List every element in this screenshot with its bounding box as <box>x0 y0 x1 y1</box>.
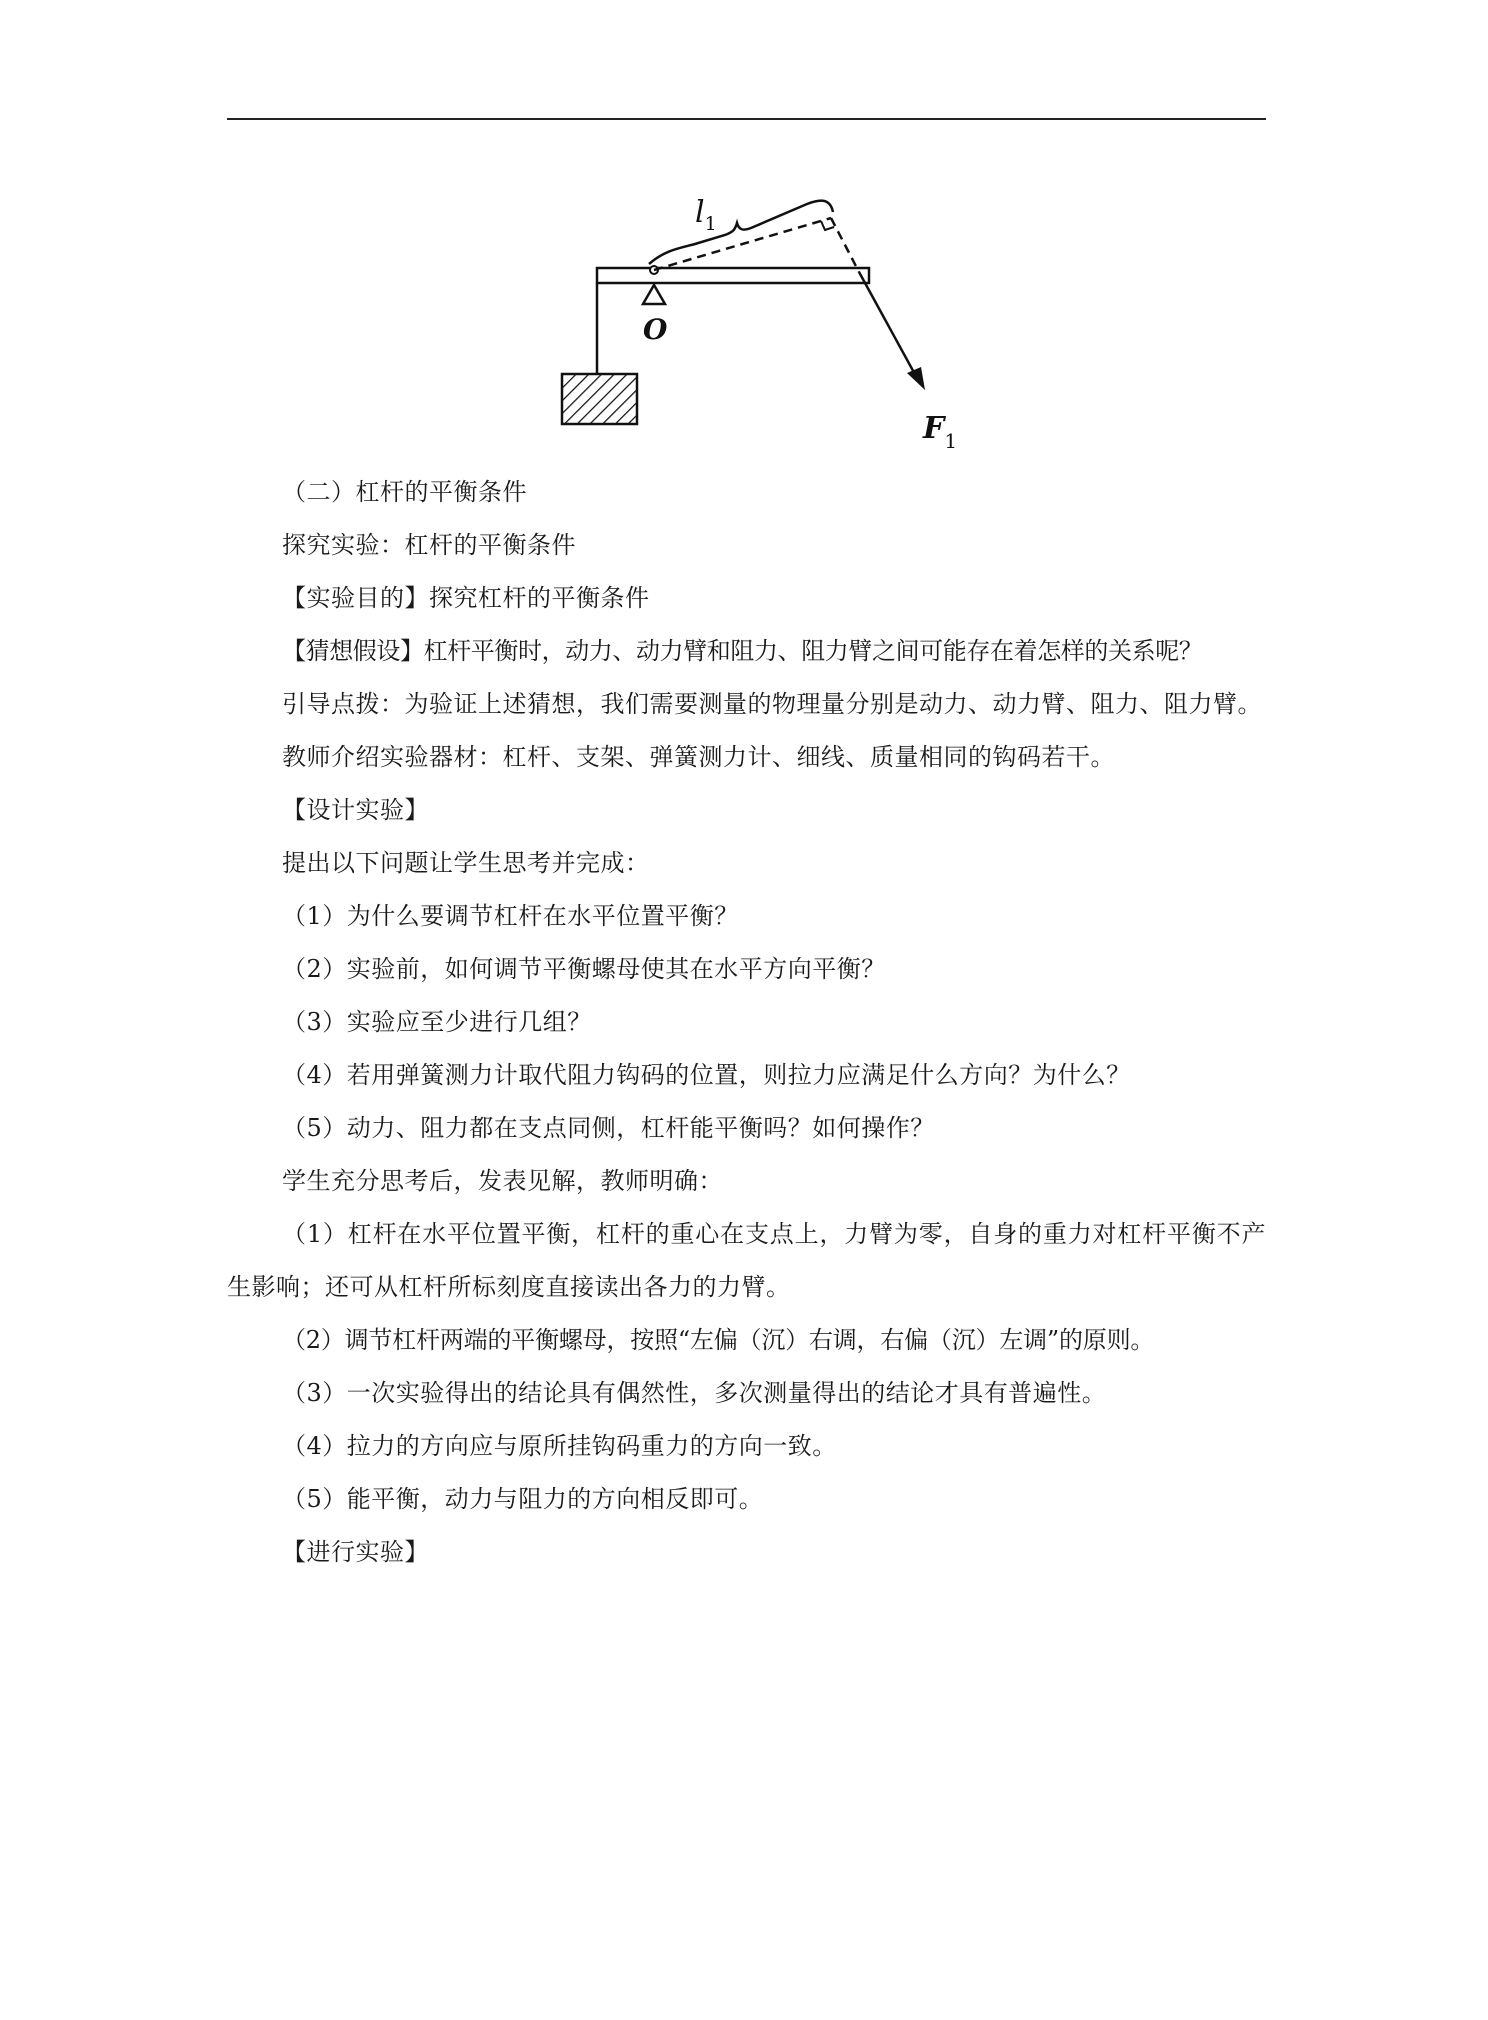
l1-label: $l_1$ <box>695 195 717 235</box>
answer-2: （2）调节杠杆两端的平衡螺母，按照“左偏（沉）右调，右偏（沉）左调”的原则。 <box>282 1326 1155 1354</box>
section-heading: （二）杠杆的平衡条件 <box>282 478 527 506</box>
question-5: （5）动力、阻力都在支点同侧，杠杆能平衡吗？如何操作？ <box>282 1114 935 1142</box>
header-rule <box>227 118 1266 120</box>
answer-3: （3）一次实验得出的结论具有偶然性，多次测量得出的结论才具有普遍性。 <box>282 1379 1107 1407</box>
questions-intro: 提出以下问题让学生思考并完成： <box>282 849 650 877</box>
force-arrowhead <box>907 367 925 390</box>
answer-5: （5）能平衡，动力与阻力的方向相反即可。 <box>282 1485 764 1513</box>
equipment-paragraph: 教师介绍实验器材：杠杆、支架、弹簧测力计、细线、质量相同的钩码若干。 <box>282 743 1115 771</box>
question-1: （1）为什么要调节杠杆在水平位置平衡？ <box>282 902 739 930</box>
answers-intro: 学生充分思考后，发表见解，教师明确： <box>282 1167 723 1195</box>
answer-4: （4）拉力的方向应与原所挂钩码重力的方向一致。 <box>282 1432 837 1460</box>
guidance-paragraph: 引导点拨：为验证上述猜想，我们需要测量的物理量分别是动力、动力臂、阻力、阻力臂。 <box>282 690 1262 718</box>
question-4: （4）若用弹簧测力计取代阻力钩码的位置，则拉力应满足什么方向？为什么？ <box>282 1061 1131 1089</box>
answer-1: （1）杠杆在水平位置平衡，杠杆的重心在支点上，力臂为零，自身的重力对杠杆平衡不产生影响；还可从杠杆所标刻度直接读出各力的力臂。 <box>227 1220 1266 1301</box>
question-2: （2）实验前，如何调节平衡螺母使其在水平方向平衡？ <box>282 955 886 983</box>
experiment-purpose: 【实验目的】探究杠杆的平衡条件 <box>282 584 650 612</box>
fulcrum-triangle <box>643 285 665 304</box>
question-3: （3）实验应至少进行几组？ <box>282 1008 592 1036</box>
lever-arm-dashed <box>654 218 831 270</box>
design-heading: 【设计实验】 <box>282 796 429 824</box>
fulcrum-label-o: O <box>643 313 668 346</box>
lever-bar <box>597 268 869 283</box>
l1-brace <box>649 201 833 264</box>
line-of-action-extension <box>831 218 859 272</box>
lever-diagram <box>555 178 985 458</box>
experiment-title: 探究实验：杠杆的平衡条件 <box>282 531 576 559</box>
hypothesis: 【猜想假设】杠杆平衡时，动力、动力臂和阻力、阻力臂之间可能存在着怎样的关系呢？ <box>282 637 1203 665</box>
document-body <box>227 466 1266 1579</box>
force-label-f1: $F_1$ <box>923 411 958 453</box>
force-line <box>859 272 917 378</box>
weight-block <box>562 374 637 424</box>
conduct-heading: 【进行实验】 <box>282 1538 429 1566</box>
